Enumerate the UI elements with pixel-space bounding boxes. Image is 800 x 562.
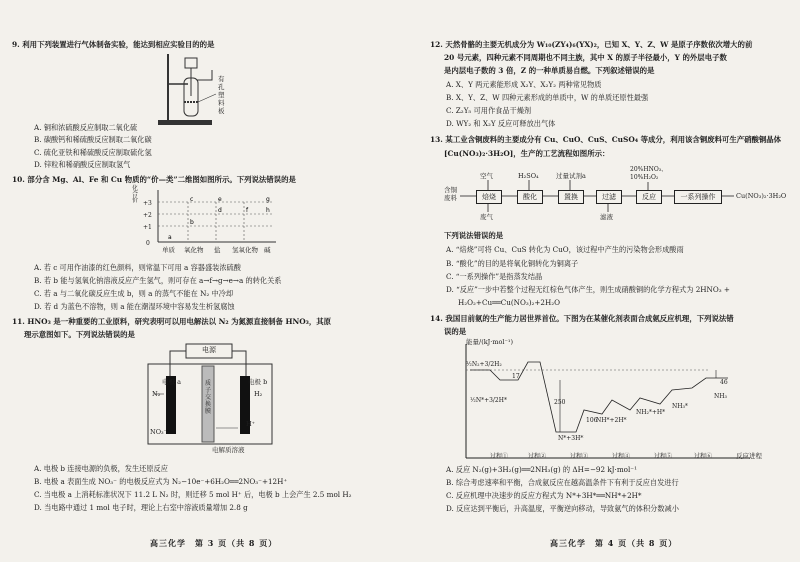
- q14-option-c: C. 反应机理中决速步的反应方程式为 N*+3H*══NH*+2H*: [446, 491, 642, 500]
- flow-step-roast: 焙烧: [476, 190, 502, 204]
- tick-plus2: +2: [143, 212, 152, 219]
- flow-step-replace: 置换: [558, 190, 584, 204]
- electrolyte-label: 电解质溶液: [212, 446, 245, 454]
- q11-stem-line1: 11. HNO₃ 是一种重要的工业原料，研究表明可以用电解法以 N₂ 为氮源直接制备 HNO₃，其原: [12, 317, 332, 326]
- q10-option-d: D. 若 d 为蓝色不溶物，则 a 能在潮湿环境中容易发生析氢腐蚀: [34, 302, 235, 311]
- point-e: e: [218, 196, 222, 203]
- flow-arrows: [400, 0, 800, 240]
- flow-step-filter: 过滤: [596, 190, 622, 204]
- stage-5: 过程⑤: [654, 453, 673, 460]
- species-adsorbed: ½N*+3/2H*: [470, 397, 507, 404]
- q14-stem-line1: 14. 我国目前氨的生产能力居世界首位。下图为在某催化剂表面合成氨反应机理，下列说法错: [430, 314, 734, 323]
- page-3-footer: 高三化学 第 3 页（共 8 页）: [150, 538, 278, 548]
- q12-option-a: A. X、Y 两元素能形成 X₂Y、X₂Y₂ 两种常见物质: [446, 80, 602, 89]
- stage-2: 过程②: [528, 453, 547, 460]
- point-a: a: [168, 234, 172, 241]
- species-reactants: ½N₂+3/2H₂: [466, 361, 502, 368]
- q13-prompt: 下列说法错误的是: [444, 231, 504, 240]
- flow-input-reagent-a: 过量试剂a: [556, 172, 586, 180]
- valence-class-chart: [140, 188, 280, 256]
- species-nh2-h: NH₂*+H*: [636, 409, 666, 416]
- electrode-a-label: 电极 a: [162, 378, 181, 386]
- category-base: 碱: [264, 246, 271, 254]
- q9-option-a: A. 铜和浓硫酸反应制取二氧化硫: [34, 123, 138, 132]
- energy-label-17: 17: [512, 373, 520, 380]
- q11-option-c: C. 当电极 a 上消耗标准状况下 11.2 L N₂ 时，则迁移 5 mol H⁺ 后，电极 b 上会产生 2.5 mol H₂: [34, 490, 352, 499]
- energy-y-label: 能量/(kJ·mol⁻¹): [466, 338, 514, 346]
- energy-label-106: 106: [586, 417, 598, 424]
- point-b: b: [190, 219, 194, 226]
- q11-option-a: A. 电极 b 连接电源的负极，发生还原反应: [34, 464, 168, 473]
- tick-zero: 0: [146, 240, 150, 247]
- category-element: 单质: [162, 246, 175, 254]
- tick-plus1: +1: [143, 224, 152, 231]
- q12-stem-line2: 20 号元素，四种元素不同周期也不同主族，其中 X 的原子半径最小，Y 的外层电子数: [444, 53, 727, 62]
- q12-option-c: C. Z₂Y₅ 可用作食品干燥剂: [446, 106, 532, 115]
- q13-option-a: A. “焙烧”可将 Cu、CuS 转化为 CuO，该过程中产生的污染物会形成酸雨: [446, 245, 684, 254]
- membrane-label: 质子交换膜: [205, 380, 212, 415]
- stage-1: 过程①: [490, 453, 509, 460]
- category-hydroxide: 氢氧化物: [232, 246, 258, 254]
- tick-plus3: +3: [143, 200, 152, 207]
- page-4-footer: 高三化学 第 4 页（共 8 页）: [550, 538, 678, 548]
- species-n-3h: N*+3H*: [558, 435, 584, 442]
- q11-stem-line2: 理示意图如下。下列说法错误的是: [24, 330, 135, 339]
- point-f: f: [246, 207, 249, 214]
- species-nh-2h: NH*+2H*: [596, 417, 627, 424]
- flow-output-filtrate: 滤液: [600, 213, 613, 221]
- h-plus-label: H⁺: [246, 420, 256, 428]
- category-oxide: 氧化物: [184, 246, 204, 254]
- flow-step-acidify: 酸化: [517, 190, 543, 204]
- chart-y-label: 化合价: [132, 185, 139, 204]
- stage-3: 过程③: [570, 453, 589, 460]
- q13-stem-line1: 13. 某工业含铜废料的主要成分有 Cu、CuO、CuS、CuSO₄ 等成分，利用该含铜废料可生产硝酸铜晶体: [430, 135, 782, 144]
- flow-product: Cu(NO₃)₂·3H₂O: [736, 192, 787, 200]
- q10-option-c: C. 若 a 与二氧化碳反应生成 b，则 a 的蒸气不能在 N₂ 中冷却: [34, 289, 234, 298]
- q14-option-a: A. 反应 N₂(g)+3H₂(g)══2NH₃(g) 的 ΔH=−92 kJ·mol⁻¹: [446, 465, 637, 474]
- q10-option-a: A. 若 c 可用作油漆的红色颜料，则常温下可用 a 容器盛装浓硫酸: [34, 263, 241, 272]
- funnel-body: [185, 58, 197, 68]
- q13-option-d: D. “反应”一步中若整个过程无红棕色气体产生，则生成硝酸铜的化学方程式为 2HNO₃ +: [446, 285, 730, 294]
- q9-apparatus-figure: [150, 50, 250, 128]
- point-c: c: [190, 196, 194, 203]
- stage-6: 过程⑥: [694, 453, 713, 460]
- flow-input-air: 空气: [480, 172, 493, 180]
- point-h: h: [266, 207, 270, 214]
- q9-option-c: C. 硫化亚铁和稀硫酸反应制取硫化氢: [34, 148, 152, 157]
- stage-4: 过程④: [612, 453, 631, 460]
- q13-stem-line2: [Cu(NO₃)₂·3H₂O]，生产的工艺流程如图所示：: [444, 149, 610, 158]
- q9-option-b: B. 碳酸钙和稀硫酸反应制取二氧化碳: [34, 135, 152, 144]
- q11-option-b: B. 电极 a 表面生成 NO₃⁻ 的电极反应式为 N₂−10e⁻+6H₂O══2NO₃⁻+12H⁺: [34, 477, 288, 486]
- energy-x-label: 反应进程: [736, 452, 762, 460]
- n2-label: N₂: [152, 390, 161, 398]
- page-4: [400, 0, 800, 562]
- q13-option-d-cont: H₂O₂+Cu══Cu(NO₃)₂+2H₂O: [458, 298, 561, 307]
- flow-input-acid: 20%HNO₃、10%H₂O₂: [630, 166, 668, 181]
- q10-stem: 10. 部分含 Mg、Al、Fe 和 Cu 物质的“价—类”二维图如图所示。下列说法错误的是: [12, 175, 296, 184]
- point-g: g: [266, 196, 270, 203]
- species-nh3-ads: NH₃*: [672, 403, 688, 410]
- stand-base: [158, 120, 212, 125]
- flow-step-react: 反应: [636, 190, 662, 204]
- label-pointer: [198, 94, 216, 102]
- q12-stem-line3: 是内层电子数的 3 倍，Z 的一种单质易自燃。下列叙述错误的是: [444, 66, 655, 75]
- q9-stem: 9. 利用下列装置进行气体制备实验，能达到相应实验目的的是: [12, 40, 215, 49]
- energy-label-46: 46: [720, 379, 728, 386]
- q12-stem-line1: 12. 天然骨骼的主要无机成分为 W₁₀(ZY₄)₆(YX)₂，已知 X、Y、Z、W 是原子序数依次增大的前: [430, 40, 753, 49]
- q9-option-d: D. 锌粒和稀硝酸反应制取氢气: [34, 160, 131, 169]
- q13-option-c: C. “一系列操作”是指蒸发结晶: [446, 272, 543, 281]
- flow-input-h2so4: H₂SO₄: [518, 172, 539, 180]
- q12-option-b: B. X、Y、Z、W 四种元素形成的单质中，W 的单质还原性最强: [446, 93, 649, 102]
- power-label: 电源: [202, 346, 216, 354]
- q12-option-d: D. WY₂ 和 X₂Y 反应可释放出气体: [446, 119, 556, 128]
- point-d: d: [218, 207, 222, 214]
- flow-start-label: 含铜废料: [444, 186, 457, 202]
- flow-step-series-ops: 一系列操作: [674, 190, 722, 204]
- energy-profile-diagram: [460, 340, 760, 470]
- q11-option-d: D. 当电路中通过 1 mol 电子时，理论上右室中溶液质量增加 2.8 g: [34, 503, 248, 512]
- q13-option-b: B. “酸化”的目的是将氧化铜转化为铜离子: [446, 259, 579, 268]
- category-salt: 盐: [214, 246, 221, 254]
- flow-output-waste-gas: 废气: [480, 213, 493, 221]
- perforated-plate-label: 有孔塑料板: [218, 75, 225, 115]
- delivery-tube: [197, 70, 212, 80]
- q14-option-b: B. 综合考虑速率和平衡，合成氨反应在越高温条件下有利于反应自发进行: [446, 478, 679, 487]
- q14-stem-line2: 误的是: [444, 327, 467, 336]
- h2-label: H₂: [254, 390, 263, 398]
- electrode-b-label: 电极 b: [248, 378, 268, 386]
- species-nh3: NH₃: [714, 393, 727, 400]
- q10-option-b: B. 若 b 能与氢氧化钠溶液反应产生氢气，则可存在 a→f→g→e→a 的转化关系: [34, 276, 282, 285]
- energy-label-250: 250: [554, 399, 566, 406]
- q14-option-d: D. 反应达到平衡后，升高温度，平衡逆向移动，导致氨气的体积分数减小: [446, 504, 679, 513]
- no3-label: NO₃⁻: [150, 428, 168, 436]
